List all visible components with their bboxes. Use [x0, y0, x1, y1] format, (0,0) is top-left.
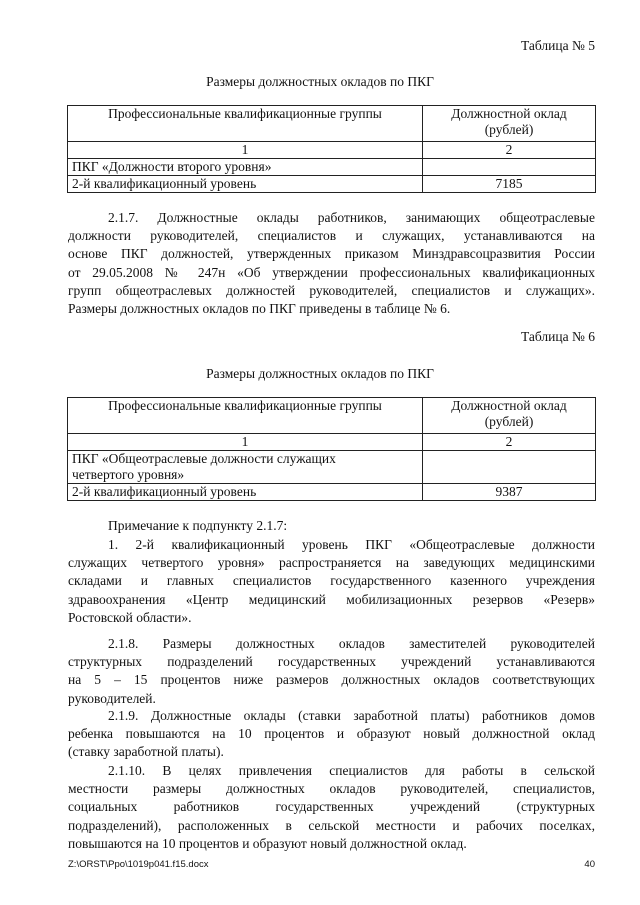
table6-header-col2: [423, 398, 596, 434]
table5-group-name: ПКГ «Должности второго уровня»: [68, 159, 423, 176]
table6-num-col2: 2: [423, 434, 596, 451]
table6-num-col1: 1: [68, 434, 423, 451]
para-line: 2.1.8. Размеры должностных окладов заместителей руководителей: [108, 636, 595, 651]
table-row: [68, 106, 596, 142]
table5-num-col1: 1: [68, 142, 423, 159]
table-row: [68, 484, 596, 501]
para-line: руководителей.: [68, 690, 156, 706]
para-line: ребенка повышаются на 10 процентов и образуют новый должностной оклад: [68, 726, 595, 742]
paragraph-2-1-10: [68, 762, 595, 853]
table5-num-col2: 2: [423, 142, 596, 159]
para-line: здравоохранения «Центр медицинский мобилизационных резервов «Резерв»: [68, 591, 595, 607]
table5-empty-cell: [423, 159, 596, 176]
para-line: повышаются на 10 процентов и образуют новый должностной оклад.: [68, 835, 467, 851]
paragraph-2-1-7: [68, 209, 595, 318]
footer-file-path: Z:\ORST\Ppo\1019p041.f15.docx: [68, 859, 209, 870]
table6-caption: Таблица № 6: [521, 329, 595, 344]
para-line: 2.1.7. Должностные оклады работников, занимающих общеотраслевые: [108, 210, 595, 225]
para-line: на 5 – 15 процентов ниже размеров должностных окладов соответствующих: [68, 672, 595, 688]
header-col2-line1: Должностной оклад: [451, 398, 567, 413]
para-line: 2.1.9. Должностные оклады (ставки заработной платы) работников домов: [108, 708, 595, 723]
table-row: [68, 159, 596, 176]
header-col2-line2: (рублей): [484, 122, 534, 137]
table-row: [68, 142, 596, 159]
header-col2-line1: Должностной оклад: [451, 106, 567, 121]
table6-header-col1: Профессиональные квалификационные группы: [68, 398, 423, 434]
table5: [67, 105, 596, 193]
para-line: Ростовской области».: [68, 609, 192, 625]
para-line: 1. 2-й квалификационный уровень ПКГ «Общеотраслевые должности: [108, 537, 595, 552]
para-line: служащих четвертого уровня» распространяется на заведующих медицинскими: [68, 555, 595, 571]
table6: [67, 397, 596, 501]
para-line: местности размеры должностных окладов руководителей, специалистов,: [68, 781, 595, 797]
table5-caption: Таблица № 5: [521, 38, 595, 53]
table5-header-col1: Профессиональные квалификационные группы: [68, 106, 423, 142]
table5-title: Размеры должностных окладов по ПКГ: [206, 74, 434, 89]
paragraph-2-1-8: [68, 635, 595, 708]
para-line: (ставку заработной платы).: [68, 744, 224, 760]
note-body: [68, 536, 595, 627]
table5-level-label: 2-й квалификационный уровень: [68, 176, 423, 193]
paragraph-2-1-9: [68, 707, 595, 762]
note-heading: Примечание к подпункту 2.1.7:: [108, 518, 288, 533]
table6-group-name: [68, 451, 423, 484]
para-line: структурных подразделений государственных учреждений устанавливаются: [68, 654, 595, 670]
table5-header-col2: [423, 106, 596, 142]
table6-empty-cell: [423, 451, 596, 484]
table6-level-value: 9387: [423, 484, 596, 501]
table-row: [68, 434, 596, 451]
para-line: подразделений), расположенных в сельской местности и рабочих поселках,: [68, 817, 595, 833]
table-row: [68, 451, 596, 484]
para-line: основе ПКГ должностей, утвержденных приказом Минздравсоцразвития России: [68, 246, 595, 262]
para-line: Размеры должностных окладов по ПКГ приведены в таблице № 6.: [68, 300, 451, 316]
para-line: от 29.05.2008 № 247н «Об утверждении профессиональных квалификационных: [68, 264, 595, 280]
para-line: групп общеотраслевых должностей руководителей, специалистов и служащих».: [68, 282, 595, 298]
table6-title: Размеры должностных окладов по ПКГ: [206, 366, 434, 381]
table5-level-value: 7185: [423, 176, 596, 193]
footer-page-number: 40: [584, 859, 595, 870]
table-row: [68, 176, 596, 193]
header-col2-line2: (рублей): [484, 414, 534, 429]
para-line: складами и главных специалистов государственного казенного учреждения: [68, 573, 595, 589]
group-name-line1: ПКГ «Общеотраслевые должности служащих: [72, 451, 336, 466]
group-name-line2: четвертого уровня»: [72, 467, 185, 482]
table-row: [68, 398, 596, 434]
table6-level-label: 2-й квалификационный уровень: [68, 484, 423, 501]
para-line: должности руководителей, специалистов и служащих, устанавливаются на: [68, 228, 595, 244]
para-line: 2.1.10. В целях привлечения специалистов для работы в сельской: [108, 763, 595, 778]
para-line: социальных работников государственных учреждений (структурных: [68, 799, 595, 815]
